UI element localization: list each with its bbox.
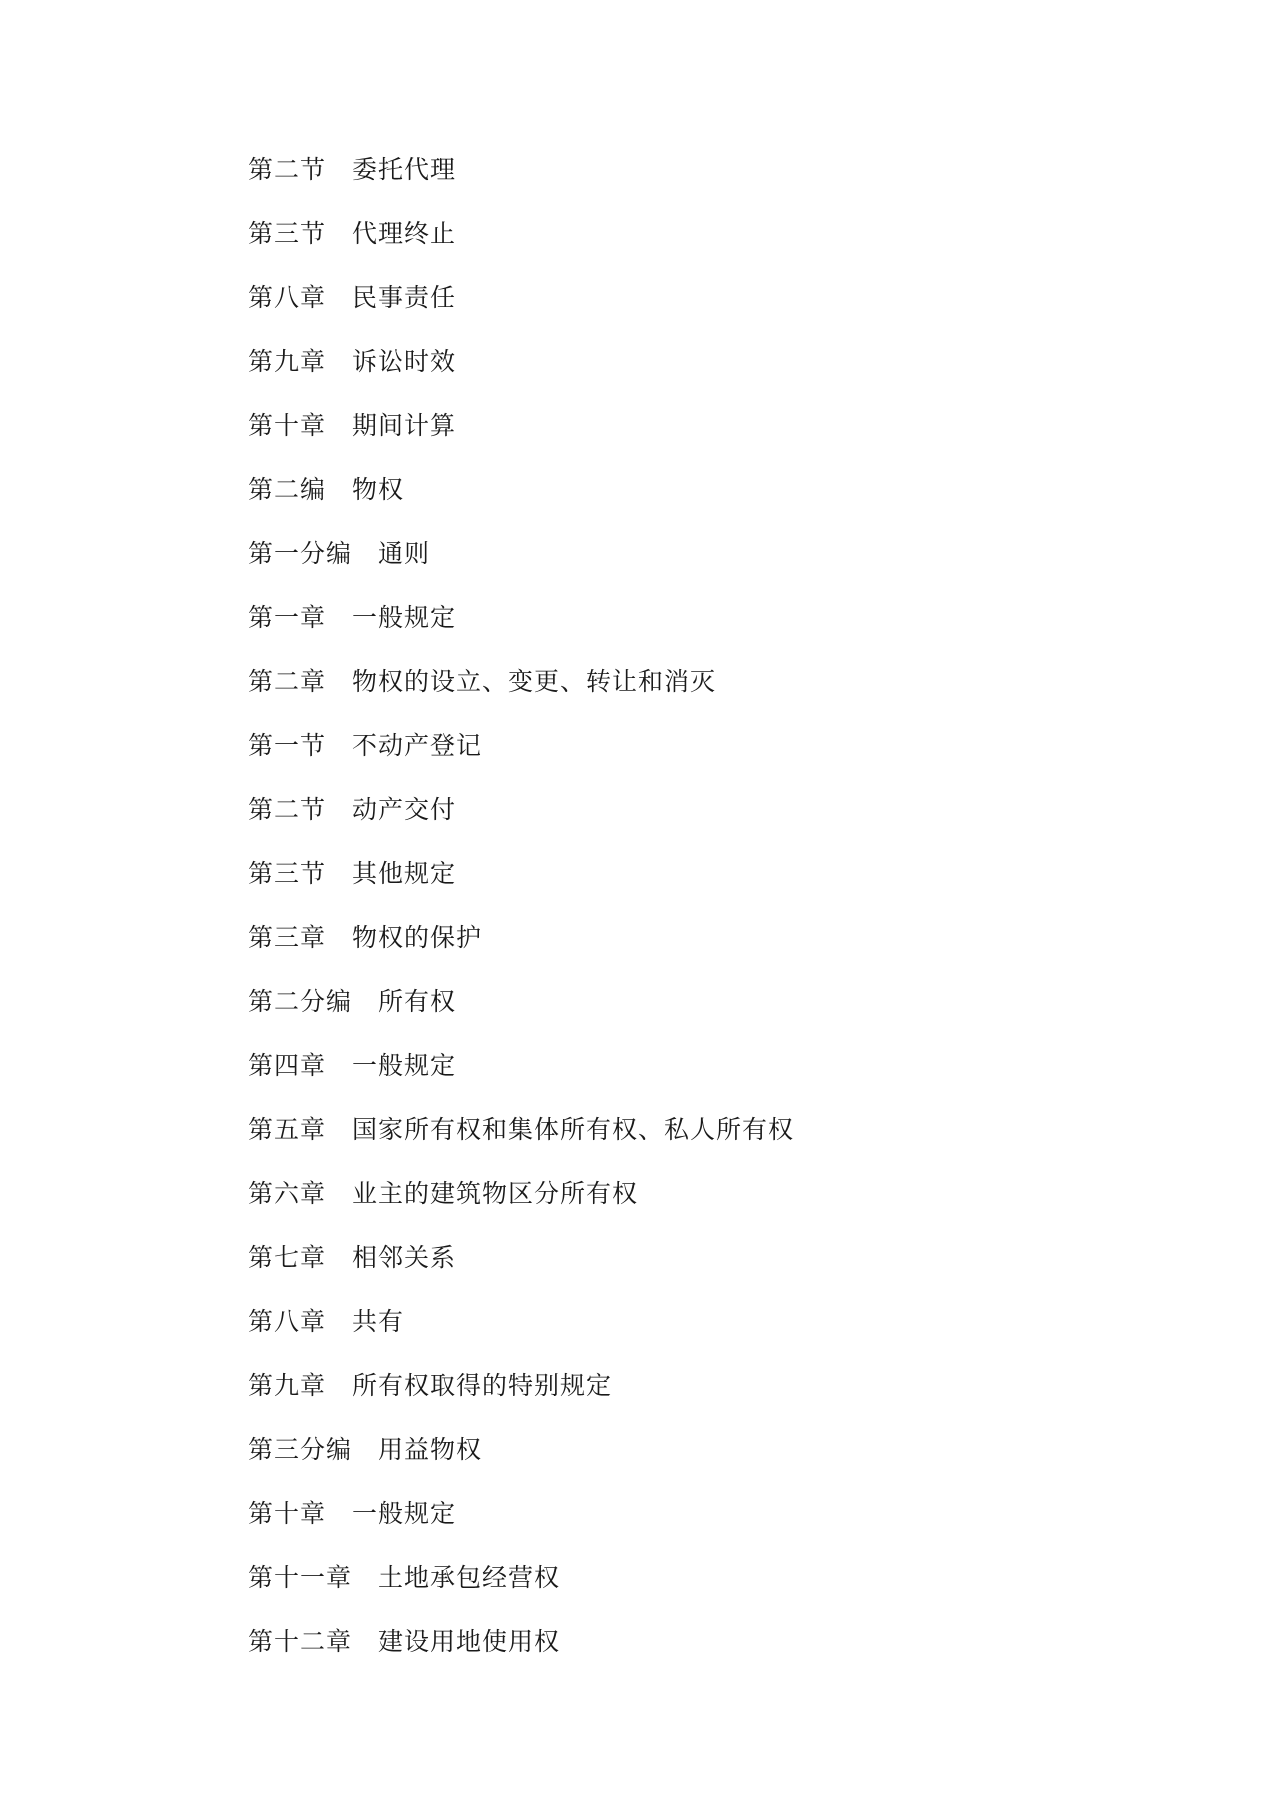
- toc-entry: [248, 1302, 1148, 1366]
- toc-entry-label: 第十章: [248, 1499, 327, 1528]
- toc-entry: [248, 342, 1148, 406]
- toc-entry-label: 第四章: [248, 1051, 327, 1080]
- toc-entry: [248, 662, 1148, 726]
- toc-entry-title: 土地承包经营权: [378, 1563, 561, 1592]
- toc-entry-title: 一般规定: [352, 1051, 457, 1080]
- toc-entry-label: 第七章: [248, 1243, 327, 1272]
- toc-entry-title: 民事责任: [352, 283, 457, 312]
- toc-entry-label: 第二章: [248, 667, 327, 696]
- toc-entry-title: 物权: [352, 475, 405, 504]
- toc-entry-title: 通则: [378, 539, 431, 568]
- toc-entry: [248, 150, 1148, 214]
- toc-entry-title: 动产交付: [352, 795, 457, 824]
- toc-entry-label: 第三分编: [248, 1435, 353, 1464]
- toc-entry-title: 代理终止: [352, 219, 457, 248]
- toc-entry: [248, 1174, 1148, 1238]
- toc-entry: [248, 278, 1148, 342]
- toc-entry-label: 第一分编: [248, 539, 353, 568]
- toc-entry: [248, 470, 1148, 534]
- toc-entry: [248, 214, 1148, 278]
- toc-entry-title: 诉讼时效: [352, 347, 457, 376]
- toc-entry-title: 用益物权: [378, 1435, 483, 1464]
- toc-entry-label: 第十章: [248, 411, 327, 440]
- toc-entry: [248, 598, 1148, 662]
- toc-entry: [248, 854, 1148, 918]
- toc-entry-title: 其他规定: [352, 859, 457, 888]
- table-of-contents: [248, 150, 1148, 1686]
- toc-entry-title: 物权的保护: [352, 923, 483, 952]
- toc-entry: [248, 918, 1148, 982]
- toc-entry-title: 国家所有权和集体所有权、私人所有权: [352, 1115, 795, 1144]
- toc-entry-title: 一般规定: [352, 603, 457, 632]
- toc-entry-label: 第二节: [248, 155, 327, 184]
- toc-entry-label: 第九章: [248, 347, 327, 376]
- toc-entry-title: 期间计算: [352, 411, 457, 440]
- toc-entry-title: 所有权: [378, 987, 457, 1016]
- toc-entry-label: 第五章: [248, 1115, 327, 1144]
- toc-entry-title: 不动产登记: [352, 731, 483, 760]
- toc-entry-label: 第三节: [248, 859, 327, 888]
- toc-entry-label: 第十一章: [248, 1563, 353, 1592]
- toc-entry: [248, 1494, 1148, 1558]
- toc-entry-title: 共有: [352, 1307, 405, 1336]
- toc-entry-label: 第八章: [248, 1307, 327, 1336]
- toc-entry-label: 第三章: [248, 923, 327, 952]
- toc-entry-title: 委托代理: [352, 155, 457, 184]
- toc-entry: [248, 1366, 1148, 1430]
- toc-entry: [248, 1046, 1148, 1110]
- toc-entry: [248, 534, 1148, 598]
- toc-entry-label: 第八章: [248, 283, 327, 312]
- toc-entry: [248, 1558, 1148, 1622]
- toc-entry-label: 第二节: [248, 795, 327, 824]
- toc-entry: [248, 1238, 1148, 1302]
- toc-entry: [248, 726, 1148, 790]
- toc-entry-label: 第三节: [248, 219, 327, 248]
- toc-entry-title: 物权的设立、变更、转让和消灭: [352, 667, 717, 696]
- toc-entry: [248, 982, 1148, 1046]
- toc-entry-title: 业主的建筑物区分所有权: [352, 1179, 639, 1208]
- toc-entry-label: 第二分编: [248, 987, 353, 1016]
- toc-entry: [248, 1622, 1148, 1686]
- toc-entry-title: 一般规定: [352, 1499, 457, 1528]
- toc-entry-title: 建设用地使用权: [378, 1627, 561, 1656]
- toc-entry-label: 第六章: [248, 1179, 327, 1208]
- toc-entry-label: 第九章: [248, 1371, 327, 1400]
- toc-entry: [248, 1110, 1148, 1174]
- toc-entry: [248, 1430, 1148, 1494]
- toc-entry-label: 第一章: [248, 603, 327, 632]
- toc-entry: [248, 406, 1148, 470]
- toc-entry: [248, 790, 1148, 854]
- toc-entry-title: 所有权取得的特别规定: [352, 1371, 613, 1400]
- toc-entry-title: 相邻关系: [352, 1243, 457, 1272]
- toc-entry-label: 第十二章: [248, 1627, 353, 1656]
- toc-entry-label: 第一节: [248, 731, 327, 760]
- toc-entry-label: 第二编: [248, 475, 327, 504]
